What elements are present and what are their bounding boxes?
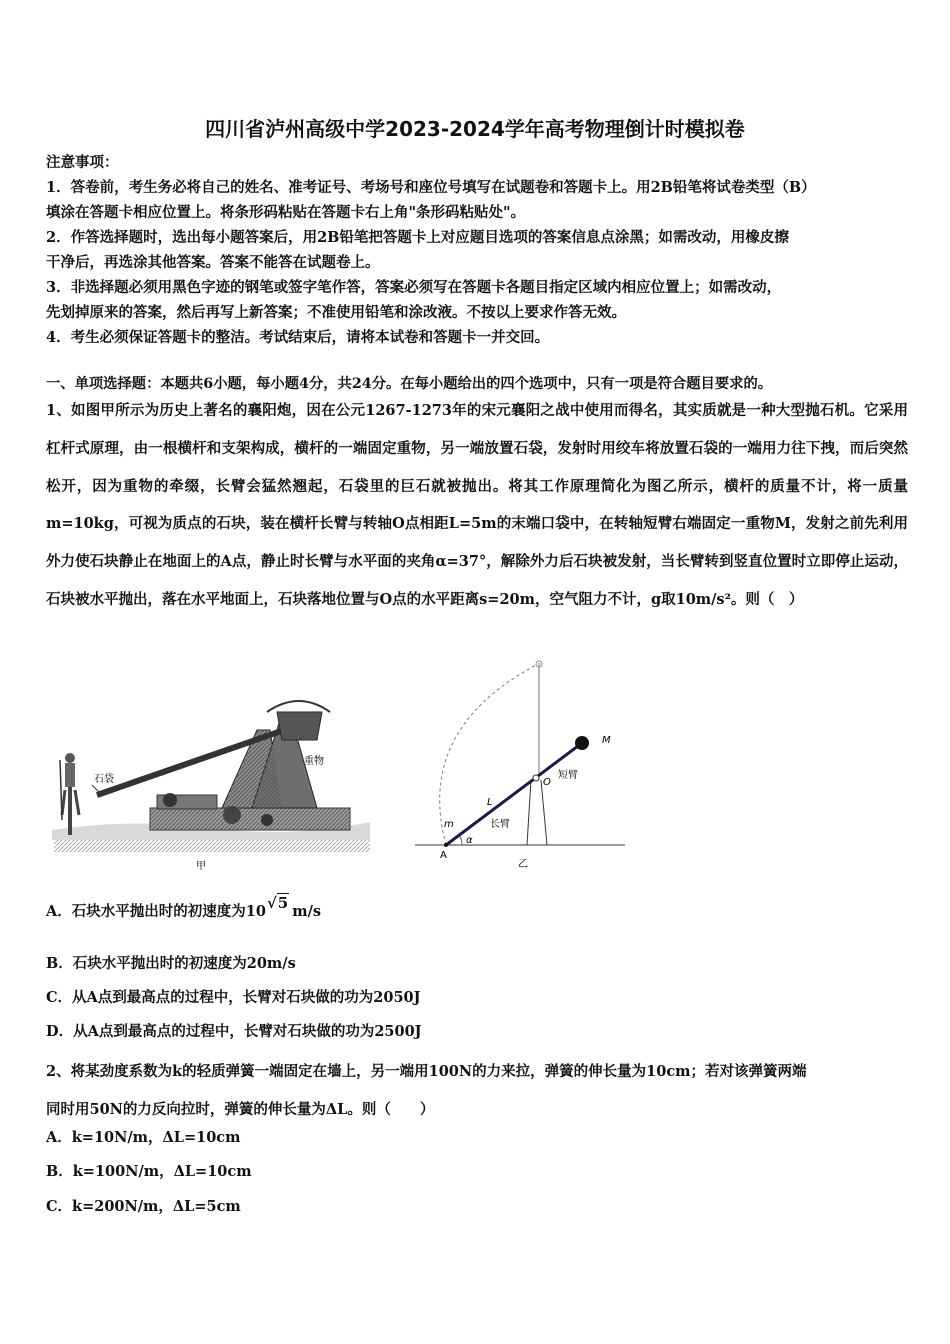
lever-diagram (410, 655, 630, 875)
notice-heading: 注意事项： (46, 154, 119, 171)
q1-option-a[interactable] (46, 894, 322, 921)
notice-line: 1．答卷前，考生务必将自己的姓名、准考证号、考场号和座位号填写在试题卷和答题卡上。用2B铅笔将试卷类型（B） (46, 179, 816, 196)
radicand: 5 (277, 894, 289, 912)
label-alpha: α (466, 835, 473, 846)
notice-line: 2．作答选择题时，选出每小题答案后，用2B铅笔把答题卡上对应题目选项的答案信息点涂黑；如需改动，用橡皮擦 (46, 229, 789, 246)
label-A: A (440, 850, 447, 861)
q1-option-c[interactable]: C．从A点到最高点的过程中，长臂对石块做的功为2050J (46, 989, 421, 1006)
q2-option-c[interactable]: C．k=200N/m，ΔL=5cm (46, 1198, 241, 1215)
q1-option-b[interactable]: B．石块水平抛出时的初速度为20m/s (46, 955, 296, 972)
question-2-line: 同时用50N的力反向拉时，弹簧的伸长量为ΔL。则（ ） (46, 1100, 435, 1118)
figure-caption-yi: 乙 (518, 859, 528, 870)
q2-option-a[interactable]: A．k=10N/m，ΔL=10cm (46, 1129, 241, 1146)
question-1-text: 1、如图甲所示为历史上著名的襄阳炮，因在公元1267-1273年的宋元襄阳之战中使用而得名，其实质就是一种大型抛石机。它采用杠杆式原理，由一根横杆和支架构成，横杆的一端固定重物，另一端放置石袋，发射时用绞车将放置石袋的一端用力往下拽，而后突然松开，因为重物的牵缀，长臂会猛然翘起，石袋里的巨石就被抛出。将其工作原理简化为图乙所示，横杆的质量不计，将一质量m=10kg，可视为质点的石块，装在横杆长臂与转轴O点相距L=5m的末端口袋中，在转轴短臂右端固定一重物M，发射之前先利用外力使石块静止在地面上的A点，静止时长臂与水平面的夹角α=37°，解除外力后石块被发射，当长臂转到竖直位置时立即停止运动，石块被水平抛出，落在水平地面上，石块落地位置与O点的水平距离s=20m，空气阻力不计，g取10m/s²。则（ ） (46, 402, 908, 608)
page-title: 四川省泸州高级中学2023-2024学年高考物理倒计时模拟卷 (205, 117, 745, 141)
figure-caption-jia: 甲 (196, 861, 206, 872)
q1-option-d[interactable]: D．从A点到最高点的过程中，长臂对石块做的功为2500J (46, 1023, 422, 1040)
q1-option-a-text: A．石块水平抛出时的初速度为10 (46, 903, 266, 920)
label-m: m (444, 819, 454, 830)
label-zhongwu: 重物 (304, 756, 324, 767)
figure-trebuchet (52, 690, 372, 875)
label-short-arm: 短臂 (558, 770, 578, 781)
notice-line: 干净后，再选涂其他答案。答案不能答在试题卷上。 (46, 254, 380, 271)
label-L: L (487, 797, 493, 808)
notice-line: 填涂在答题卡相应位置上。将条形码粘贴在答题卡右上角"条形码粘贴处"。 (46, 204, 526, 221)
notice-line: 3．非选择题必须用黑色字迹的钢笔或签字笔作答，答案必须写在答题卡各题目指定区域内相应位置上；如需改动， (46, 279, 782, 296)
section-heading: 一、单项选择题：本题共6小题，每小题4分，共24分。在每小题给出的四个选项中，只有一项是符合题目要求的。 (46, 376, 773, 392)
label-O: O (543, 777, 551, 788)
q2-option-b[interactable]: B．k=100N/m，ΔL=10cm (46, 1163, 252, 1180)
label-M: M (602, 735, 611, 746)
notice-line: 4．考生必须保证答题卡的整洁。考试结束后，请将本试卷和答题卡一并交回。 (46, 329, 550, 346)
notice-block (46, 150, 906, 350)
notice-line: 先划掉原来的答案，然后再写上新答案；不准使用铅笔和涂改液。不按以上要求作答无效。 (46, 304, 626, 321)
label-long-arm: 长臂 (490, 819, 510, 830)
figure-lever-diagram (410, 655, 630, 875)
sqrt-symbol: √5 (266, 894, 289, 912)
question-2-line: 2、将某劲度系数为k的轻质弹簧一端固定在墙上，另一端用100N的力来拉，弹簧的伸长量为10cm；若对该弹簧两端 (46, 1063, 807, 1080)
label-shidai: 石袋 (94, 774, 114, 785)
q1-option-a-unit: m/s (292, 903, 322, 920)
question-2-text (46, 1053, 908, 1128)
trebuchet-drawing (52, 690, 372, 875)
